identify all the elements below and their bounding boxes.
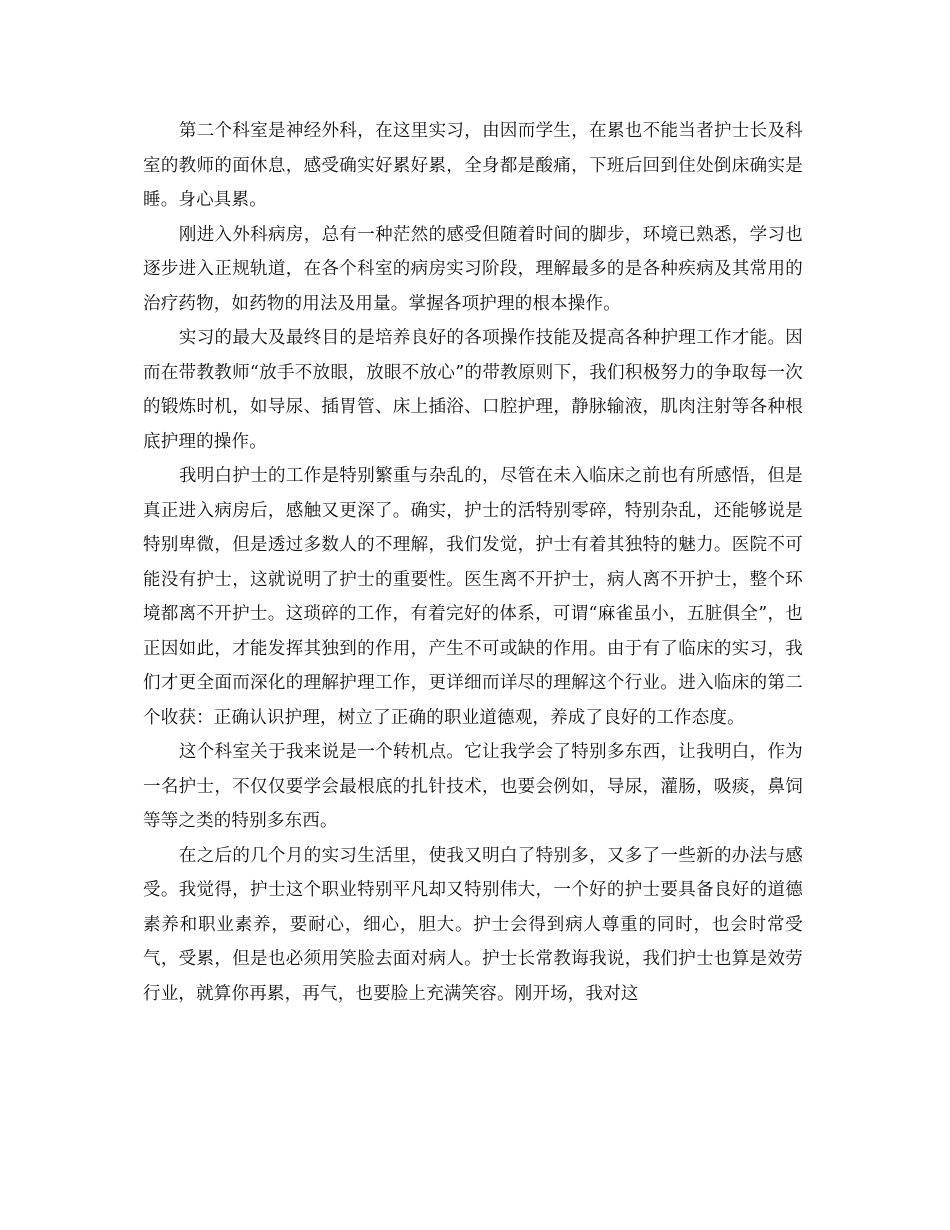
paragraph-5: 这个科室关于我来说是一个转机点。它让我学会了特别多东西，让我明白，作为一名护士，不仅仅要学会最根底的扎针技术，也要会例如，导尿，灌肠，吸痰，鼻饲等等之类的特别多东西。 xyxy=(143,742,803,831)
document-body xyxy=(143,114,803,1011)
paragraph-6: 在之后的几个月的实习生活里，使我又明白了特别多，又多了一些新的办法与感受。我觉得，护士这个职业特别平凡却又特别伟大，一个好的护士要具备良好的道德素养和职业素养，要耐心，细心，胆大。护士会得到病人尊重的同时，也会时常受气，受累，但是也必须用笑脸去面对病人。护士长常教诲我说，我们护士也算是效劳行业，就算你再累，再气，也要脸上充满笑容。刚开场，我对这 xyxy=(143,845,803,1004)
paragraph-1: 第二个科室是神经外科，在这里实习，由因而学生，在累也不能当者护士长及科室的教师的面休息，感受确实好累好累，全身都是酸痛，下班后回到住处倒床确实是睡。身心具累。 xyxy=(143,121,803,210)
paragraph-2: 刚进入外科病房，总有一种茫然的感受但随着时间的脚步，环境已熟悉，学习也逐步进入正规轨道，在各个科室的病房实习阶段，理解最多的是各种疾病及其常用的治疗药物，如药物的用法及用量。掌握各项护理的根本操作。 xyxy=(143,224,803,314)
paragraph-3: 实习的最大及最终目的是培养良好的各项操作技能及提高各种护理工作才能。因而在带教教师“放手不放眼，放眼不放心”的带教原则下，我们积极努力的争取每一次的锻炼时机，如导尿、插胃管、床上插浴、口腔护理，静脉输液，肌肉注射等各种根底护理的操作。 xyxy=(143,328,803,452)
paragraph-4: 我明白护士的工作是特别繁重与杂乱的，尽管在未入临床之前也有所感悟，但是真正进入病房后，感触又更深了。确实，护士的活特别零碎，特别杂乱，还能够说是特别卑微，但是透过多数人的不理解，我们发觉，护士有着其独特的魅力。医院不可能没有护士，这就说明了护士的重要性。医生离不开护士，病人离不开护士，整个环境都离不开护士。这琐碎的工作，有着完好的体系，可谓“麻雀虽小，五脏俱全”，也正因如此，才能发挥其独到的作用，产生不可或缺的作用。由于有了临床的实习，我们才更全面而深化的理解护理工作，更详细而详尽的理解这个行业。进入临床的第二个收获：正确认识护理，树立了正确的职业道德观，养成了良好的工作态度。 xyxy=(143,466,803,728)
